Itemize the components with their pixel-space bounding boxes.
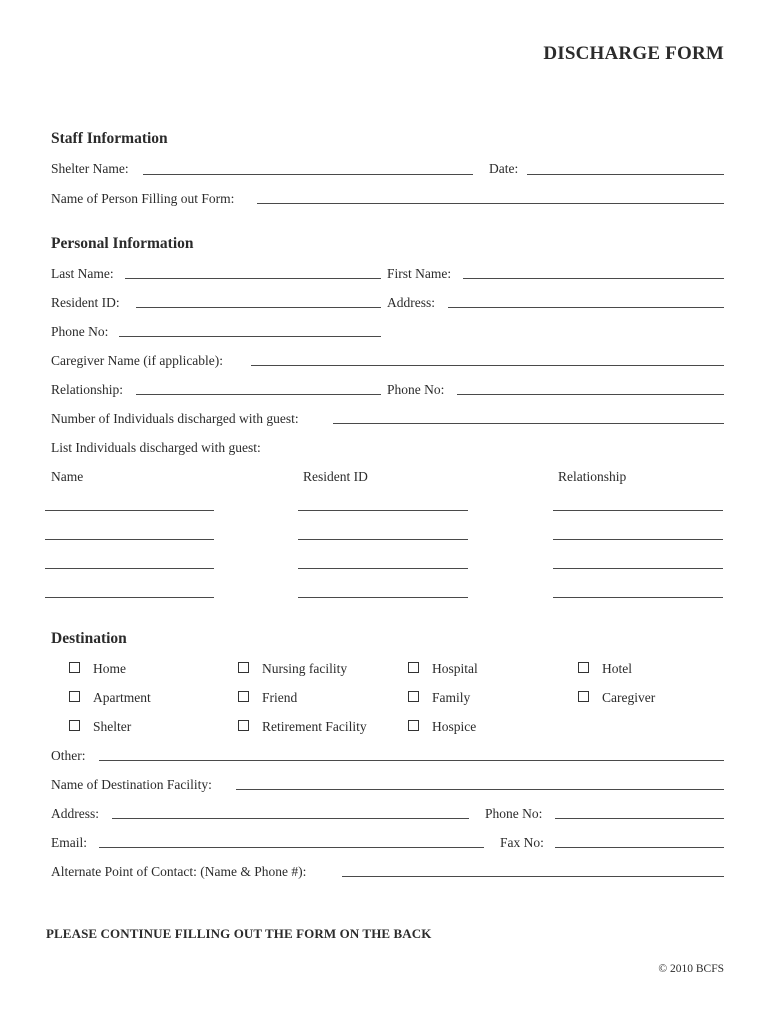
guest-name-field[interactable] — [45, 539, 214, 540]
destination-address-label: Address: — [51, 806, 99, 821]
checkbox-shelter[interactable] — [69, 720, 80, 731]
caregiver-field[interactable] — [251, 365, 724, 366]
guest-resident-id-field[interactable] — [298, 597, 468, 598]
checkbox-home[interactable] — [69, 662, 80, 673]
other-label: Other: — [51, 748, 86, 763]
checkbox-hospice[interactable] — [408, 720, 419, 731]
guest-relationship-field[interactable] — [553, 597, 723, 598]
guest-relationship-field[interactable] — [553, 539, 723, 540]
guest-name-field[interactable] — [45, 568, 214, 569]
resident-id-field[interactable] — [136, 307, 381, 308]
email-label: Email: — [51, 835, 87, 850]
alt-contact-label: Alternate Point of Contact: (Name & Phone #): — [51, 864, 307, 879]
phone2-label: Phone No: — [387, 382, 445, 397]
first-name-field[interactable] — [463, 278, 724, 279]
guest-resident-id-field[interactable] — [298, 539, 468, 540]
date-field[interactable] — [527, 174, 724, 175]
personal-info-heading: Personal Information — [51, 235, 194, 252]
address-label: Address: — [387, 295, 435, 310]
form-title: DISCHARGE FORM — [543, 43, 724, 64]
caregiver-label: Caregiver Name (if applicable): — [51, 353, 224, 368]
destination-phone-field[interactable] — [555, 818, 724, 819]
checkbox-retirement-facility[interactable] — [238, 720, 249, 731]
checkbox-label-nursing-facility: Nursing facility — [262, 661, 348, 676]
num-individuals-field[interactable] — [333, 423, 724, 424]
checkbox-family[interactable] — [408, 691, 419, 702]
fax-label: Fax No: — [500, 835, 544, 850]
phone-field[interactable] — [119, 336, 381, 337]
destination-facility-field[interactable] — [236, 789, 724, 790]
last-name-label: Last Name: — [51, 266, 114, 281]
checkbox-label-home: Home — [93, 661, 126, 676]
date-label: Date: — [489, 161, 519, 176]
checkbox-label-apartment: Apartment — [93, 690, 151, 705]
checkbox-label-family: Family — [432, 690, 471, 705]
checkbox-label-caregiver: Caregiver — [602, 690, 656, 705]
checkbox-label-hospice: Hospice — [432, 719, 477, 734]
checkbox-nursing-facility[interactable] — [238, 662, 249, 673]
checkbox-label-retirement-facility: Retirement Facility — [262, 719, 367, 734]
phone-label: Phone No: — [51, 324, 109, 339]
checkbox-friend[interactable] — [238, 691, 249, 702]
column-header-relationship: Relationship — [558, 469, 627, 484]
destination-facility-label: Name of Destination Facility: — [51, 777, 212, 792]
checkbox-label-hotel: Hotel — [602, 661, 632, 676]
num-individuals-label: Number of Individuals discharged with guest: — [51, 411, 299, 426]
guest-resident-id-field[interactable] — [298, 510, 468, 511]
other-field[interactable] — [99, 760, 724, 761]
last-name-field[interactable] — [125, 278, 381, 279]
column-header-name: Name — [51, 469, 84, 484]
column-header-resident-id: Resident ID — [303, 469, 368, 484]
continue-notice: PLEASE CONTINUE FILLING OUT THE FORM ON THE BACK — [46, 926, 432, 941]
checkbox-label-shelter: Shelter — [93, 719, 132, 734]
relationship-label: Relationship: — [51, 382, 123, 397]
phone2-field[interactable] — [457, 394, 724, 395]
staff-info-heading: Staff Information — [51, 130, 168, 147]
email-field[interactable] — [99, 847, 484, 848]
guest-relationship-field[interactable] — [553, 510, 723, 511]
destination-address-field[interactable] — [112, 818, 469, 819]
guest-name-field[interactable] — [45, 510, 214, 511]
shelter-name-field[interactable] — [143, 174, 473, 175]
checkbox-label-hospital: Hospital — [432, 661, 478, 676]
alt-contact-field[interactable] — [342, 876, 724, 877]
destination-phone-label: Phone No: — [485, 806, 543, 821]
address-field[interactable] — [448, 307, 724, 308]
destination-heading: Destination — [51, 630, 127, 647]
copyright: © 2010 BCFS — [658, 963, 724, 975]
fax-field[interactable] — [555, 847, 724, 848]
checkbox-caregiver[interactable] — [578, 691, 589, 702]
guest-name-field[interactable] — [45, 597, 214, 598]
list-individuals-label: List Individuals discharged with guest: — [51, 440, 261, 455]
guest-resident-id-field[interactable] — [298, 568, 468, 569]
relationship-field[interactable] — [136, 394, 381, 395]
shelter-name-label: Shelter Name: — [51, 161, 129, 176]
person-filling-label: Name of Person Filling out Form: — [51, 191, 235, 206]
checkbox-hotel[interactable] — [578, 662, 589, 673]
checkbox-apartment[interactable] — [69, 691, 80, 702]
checkbox-label-friend: Friend — [262, 690, 298, 705]
guest-relationship-field[interactable] — [553, 568, 723, 569]
checkbox-hospital[interactable] — [408, 662, 419, 673]
resident-id-label: Resident ID: — [51, 295, 120, 310]
first-name-label: First Name: — [387, 266, 452, 281]
person-filling-field[interactable] — [257, 203, 724, 204]
